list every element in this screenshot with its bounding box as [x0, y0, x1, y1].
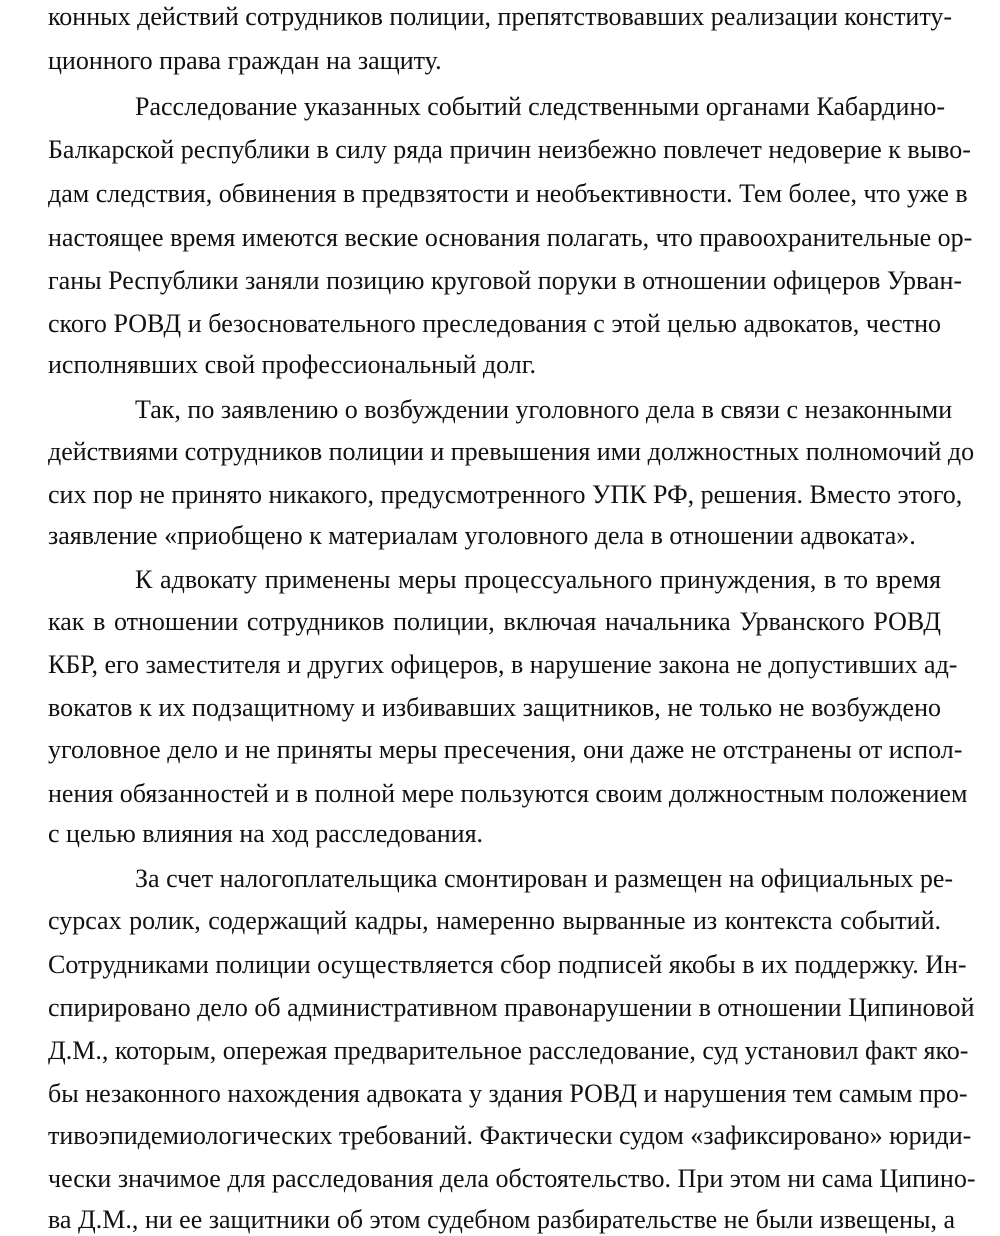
text-line: нения обязанностей и в полной мере пользуются своим должностным положением — [48, 779, 968, 808]
text-line: ского РОВД и безосновательного преследования с этой целью адвокатов, честно — [48, 309, 941, 338]
text-line: ва Д.М., ни ее защитники об этом судебном разбирательстве не были извещены, а — [48, 1205, 956, 1234]
text-line: К адвокату применены меры процессуального принуждения, в то время — [135, 565, 941, 594]
text-line: спирировано дело об административном правонарушении в отношении Ципиновой — [48, 993, 975, 1022]
text-line: как в отношении сотрудников полиции, включая начальника Урванского РОВД — [48, 607, 941, 636]
text-line: настоящее время имеются веские основания полагать, что правоохранительные ор- — [48, 223, 973, 252]
text-line: Расследование указанных событий следственными органами Кабардино- — [135, 92, 946, 121]
text-line: КБР, его заместителя и других офицеров, в нарушение закона не допустивших ад- — [48, 650, 958, 679]
text-line: Так, по заявлению о возбуждении уголовного дела в связи с незаконными — [135, 395, 953, 424]
text-line: Балкарской республики в силу ряда причин неизбежно повлечет недоверие к выво- — [48, 135, 971, 164]
text-line: сурсах ролик, содержащий кадры, намеренно вырванные из контекста событий. — [48, 906, 941, 935]
text-line: с целью влияния на ход расследования. — [48, 819, 484, 848]
text-line: конных действий сотрудников полиции, препятствовавших реализации конститу- — [48, 2, 953, 31]
text-line: сих пор не принято никакого, предусмотренного УПК РФ, решения. Вместо этого, — [48, 480, 963, 509]
text-line: тивоэпидемиологических требований. Фактически судом «зафиксировано» юриди- — [48, 1121, 972, 1150]
text-line: вокатов к их подзащитному и избивавших защитников, не только не возбуждено — [48, 693, 941, 722]
text-line: дам следствия, обвинения в предвзятости и необъективности. Тем более, что уже в — [48, 179, 968, 208]
text-line: За счет налогоплательщика смонтирован и размещен на официальных ре- — [135, 864, 954, 893]
text-line: бы незаконного нахождения адвоката у здания РОВД и нарушения тем самым про- — [48, 1079, 968, 1108]
text-line: действиями сотрудников полиции и превышения ими должностных полномочий до — [48, 437, 975, 466]
text-line: Сотрудниками полиции осуществляется сбор подписей якобы в их поддержку. Ин- — [48, 950, 967, 979]
text-line: чески значимое для расследования дела обстоятельство. При этом ни сама Ципино- — [48, 1164, 976, 1193]
text-line: уголовное дело и не приняты меры пресечения, они даже не отстранены от испол- — [48, 735, 963, 764]
text-line: ганы Республики заняли позицию круговой поруки в отношении офицеров Урван- — [48, 266, 963, 295]
text-line: ционного права граждан на защиту. — [48, 46, 442, 75]
text-line: заявление «приобщено к материалам уголовного дела в отношении адвоката». — [48, 521, 916, 550]
text-line: Д.М., которым, опережая предварительное расследование, суд установил факт яко- — [48, 1036, 969, 1065]
text-line: исполнявших свой профессиональный долг. — [48, 350, 536, 379]
